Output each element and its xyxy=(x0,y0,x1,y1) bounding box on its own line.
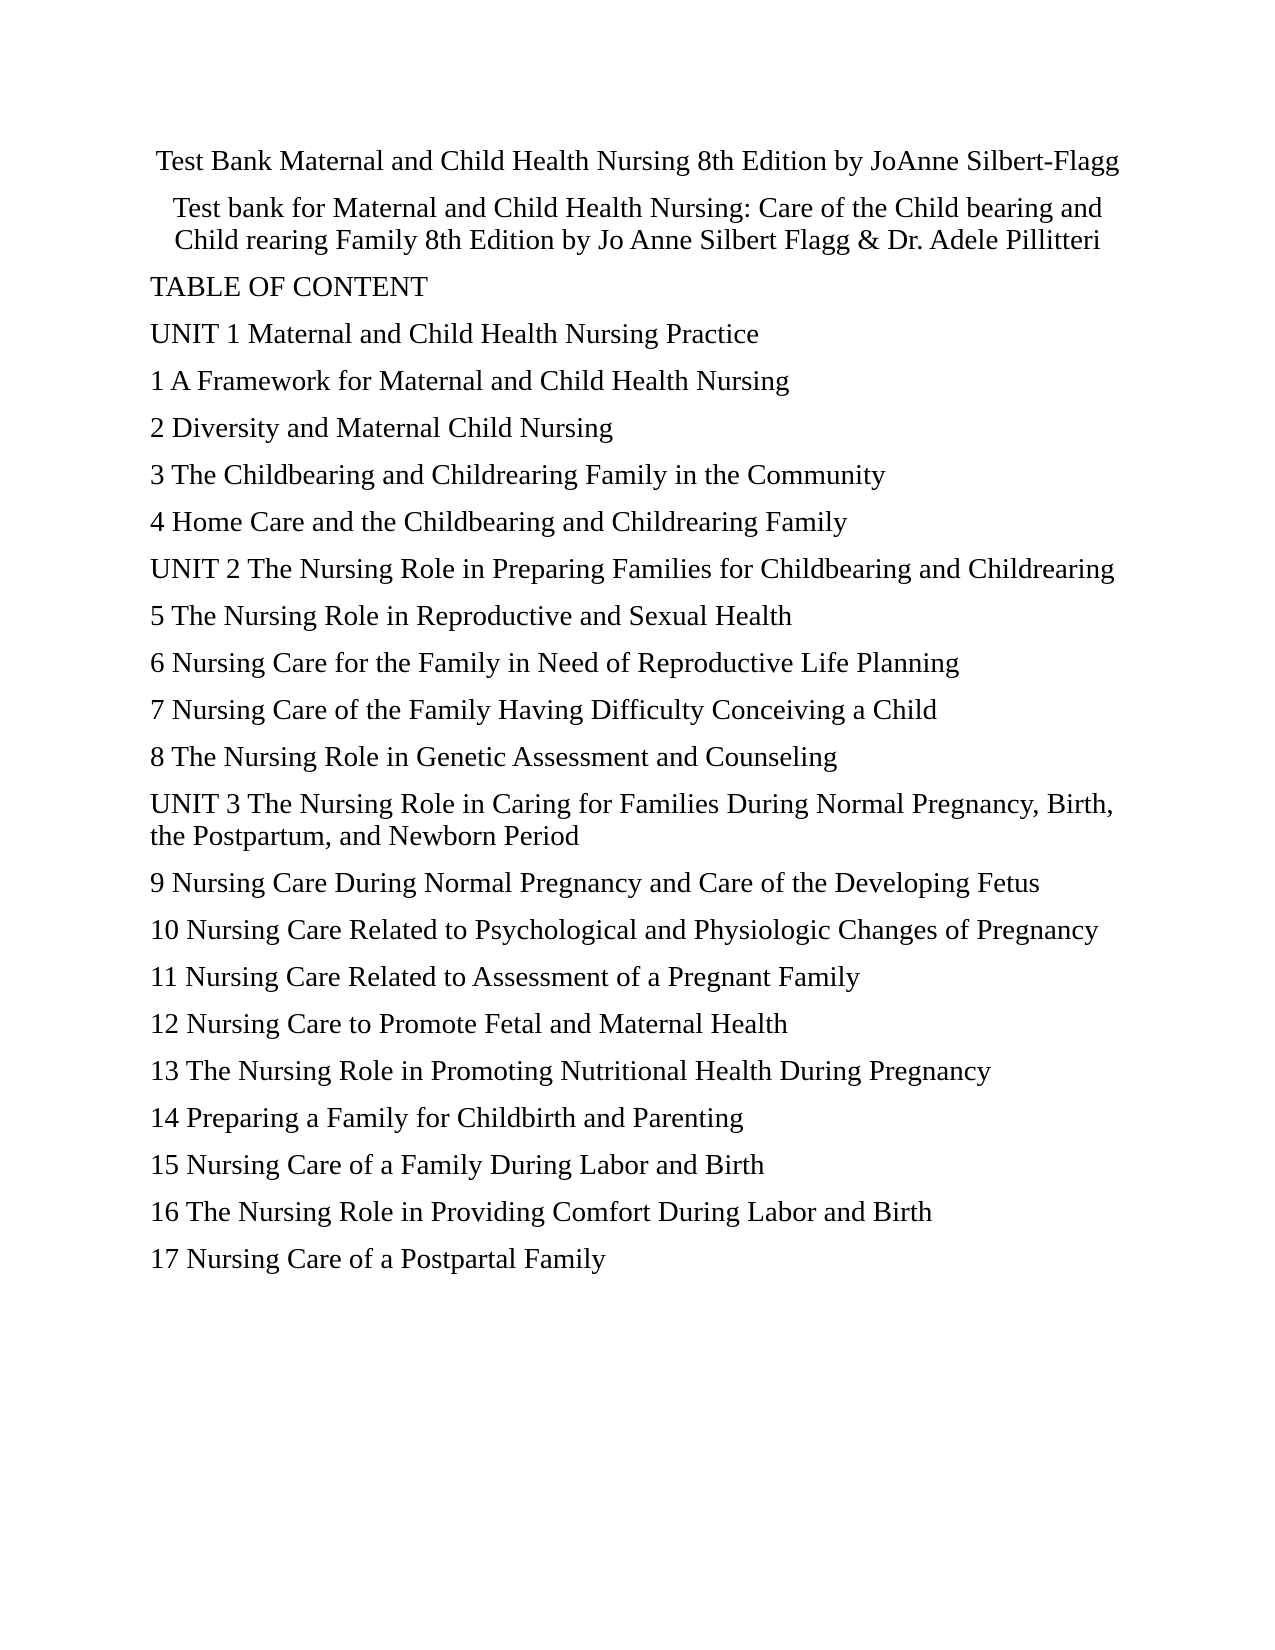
chapter-line: 17 Nursing Care of a Postpartal Family xyxy=(150,1243,606,1275)
chapter-line: 10 Nursing Care Related to Psychological and Physiologic Changes of Pregnancy xyxy=(150,914,1099,946)
document-title: Test Bank Maternal and Child Health Nursing 8th Edition by JoAnne Silbert-Flagg xyxy=(155,145,1120,177)
chapter-line: 6 Nursing Care for the Family in Need of Reproductive Life Planning xyxy=(150,647,960,679)
chapter-line: 16 The Nursing Role in Providing Comfort During Labor and Birth xyxy=(150,1196,933,1228)
chapter-line: 15 Nursing Care of a Family During Labor and Birth xyxy=(150,1149,765,1181)
unit-3-heading: UNIT 3 The Nursing Role in Caring for Families During Normal Pregnancy, Birth, the Postpartum, and Newborn Period xyxy=(150,788,1114,852)
chapter-line: 12 Nursing Care to Promote Fetal and Maternal Health xyxy=(150,1008,788,1040)
unit-1-section xyxy=(150,318,1125,538)
chapter-line: 1 A Framework for Maternal and Child Health Nursing xyxy=(150,365,790,397)
document-subtitle: Test bank for Maternal and Child Health Nursing: Care of the Child bearing and Child rearing Family 8th Edition by Jo Anne Silbert Flagg & Dr. Adele Pillitteri xyxy=(172,192,1103,256)
chapter-line: 11 Nursing Care Related to Assessment of a Pregnant Family xyxy=(150,961,861,993)
unit-2-heading: UNIT 2 The Nursing Role in Preparing Families for Childbearing and Childrearing xyxy=(150,553,1115,585)
chapter-line: 4 Home Care and the Childbearing and Childrearing Family xyxy=(150,506,848,538)
chapter-line: 9 Nursing Care During Normal Pregnancy and Care of the Developing Fetus xyxy=(150,867,1040,899)
unit-2-section xyxy=(150,553,1125,773)
toc-heading: TABLE OF CONTENT xyxy=(150,271,428,303)
chapter-line: 5 The Nursing Role in Reproductive and Sexual Health xyxy=(150,600,793,632)
unit-1-heading: UNIT 1 Maternal and Child Health Nursing Practice xyxy=(150,318,760,350)
unit-3-section xyxy=(150,788,1125,1275)
chapter-line: 8 The Nursing Role in Genetic Assessment and Counseling xyxy=(150,741,838,773)
chapter-line: 3 The Childbearing and Childrearing Family in the Community xyxy=(150,459,886,491)
chapter-line: 7 Nursing Care of the Family Having Difficulty Conceiving a Child xyxy=(150,694,938,726)
chapter-line: 13 The Nursing Role in Promoting Nutritional Health During Pregnancy xyxy=(150,1055,992,1087)
chapter-line: 14 Preparing a Family for Childbirth and Parenting xyxy=(150,1102,744,1134)
chapter-line: 2 Diversity and Maternal Child Nursing xyxy=(150,412,614,444)
